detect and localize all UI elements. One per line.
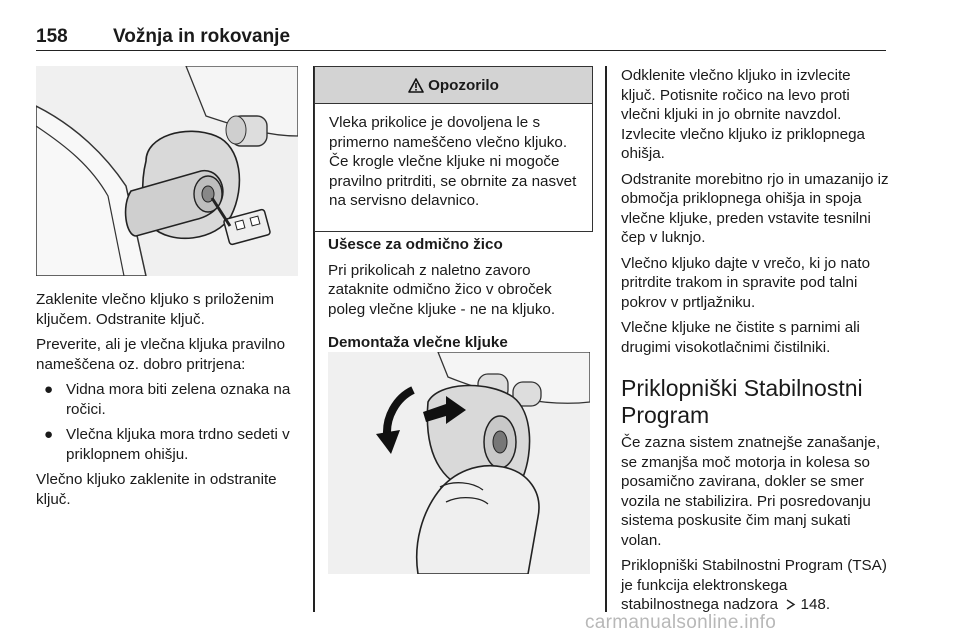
watermark: carmanualsonline.info <box>585 612 777 633</box>
page-header <box>36 26 886 51</box>
subheading: Ušesce za odmično žico <box>328 236 503 253</box>
paragraph: Preverite, ali je vlečna kljuka pravilno nameščena oz. dobro pritrjena: <box>36 336 286 373</box>
paragraph: Zaklenite vlečno kljuko s priloženim ključem. Odstranite ključ. <box>36 291 275 328</box>
paragraph: Odklenite vlečno kljuko in izvlecite ključ. Potisnite ročico na levo proti vlečni kljuki in jo obrnite navzdol. Izvlecite vlečno kljuko iz priklopnega ohišja. <box>621 67 865 162</box>
column-divider <box>605 66 607 612</box>
page-number: 158 <box>36 26 68 47</box>
paragraph: Odstranite morebitno rjo in umazanijo iz območja priklopnega ohišja in spoja vlečne kljuke, preden vstavite tesnilni čep v luknjo. <box>621 170 889 246</box>
warning-header <box>315 67 592 104</box>
paragraph: Pri prikolicah z naletno zavoro zataknite odmično žico v obroček poleg vlečne kljuke - ne na kljuko. <box>328 261 556 318</box>
page-reference-link[interactable]: 148 <box>800 596 826 613</box>
bullet-icon: ● <box>44 426 54 443</box>
list-item <box>36 380 302 419</box>
hand-removing-hitch-drawing <box>328 352 590 574</box>
list-item-text: Vidna mora biti zelena oznaka na ročici. <box>66 381 291 418</box>
warning-title: Opozorilo <box>428 76 499 94</box>
paragraph: Vlečno kljuko dajte v vrečo, ki jo nato pritrdite trakom in spravite pod talni pokrov v prtljažniku. <box>621 254 871 311</box>
paragraph: Vlečne kljuke ne čistite s parnimi ali drugimi visokotlačnimi čistilniki. <box>621 319 860 356</box>
paragraph <box>621 556 889 615</box>
section-heading: Priklopniški Stabilnostni Program <box>621 375 863 428</box>
column-middle <box>328 235 592 359</box>
list-item-text: Vlečna kljuka mora trdno sedeti v priklopnem ohišju. <box>66 426 290 463</box>
warning-box <box>314 66 593 232</box>
column-left <box>36 290 302 515</box>
paragraph-text: Priklopniški Stabilnostni Program (TSA) je funkcija elektronskega stabilnostnega nadzora <box>621 557 887 613</box>
bullet-icon: ● <box>44 381 54 398</box>
paragraph: Če zazna sistem znatnejše zanašanje, se zmanjša moč motorja in kolesa so posamično zavirana, dokler se smer vozila ne stabilizira. Pri posredovanju sistema poskusite čim manj sukati volan. <box>621 434 881 549</box>
list-item <box>36 425 302 464</box>
bullet-list <box>36 380 302 464</box>
paragraph: Vlečno kljuko zaklenite in odstranite ključ. <box>36 471 277 508</box>
subheading: Demontaža vlečne kljuke <box>328 334 508 351</box>
tow-hitch-lock-illustration <box>36 66 298 276</box>
page-reference-icon <box>785 599 796 610</box>
tow-hitch-key-drawing <box>36 66 298 276</box>
warning-triangle-icon <box>408 78 424 93</box>
page-title: Vožnja in rokovanje <box>113 26 291 47</box>
column-right <box>621 66 889 621</box>
tow-hitch-removal-illustration <box>328 352 590 574</box>
warning-text: Vleka prikolice je dovoljena le s primerno nameščeno vlečno kljuko. Če krogle vlečne kljuke ni mogoče pravilno pritrditi, se obrnite za nasvet na servisno delavnico. <box>329 114 577 209</box>
paragraph-end: . <box>825 596 831 613</box>
